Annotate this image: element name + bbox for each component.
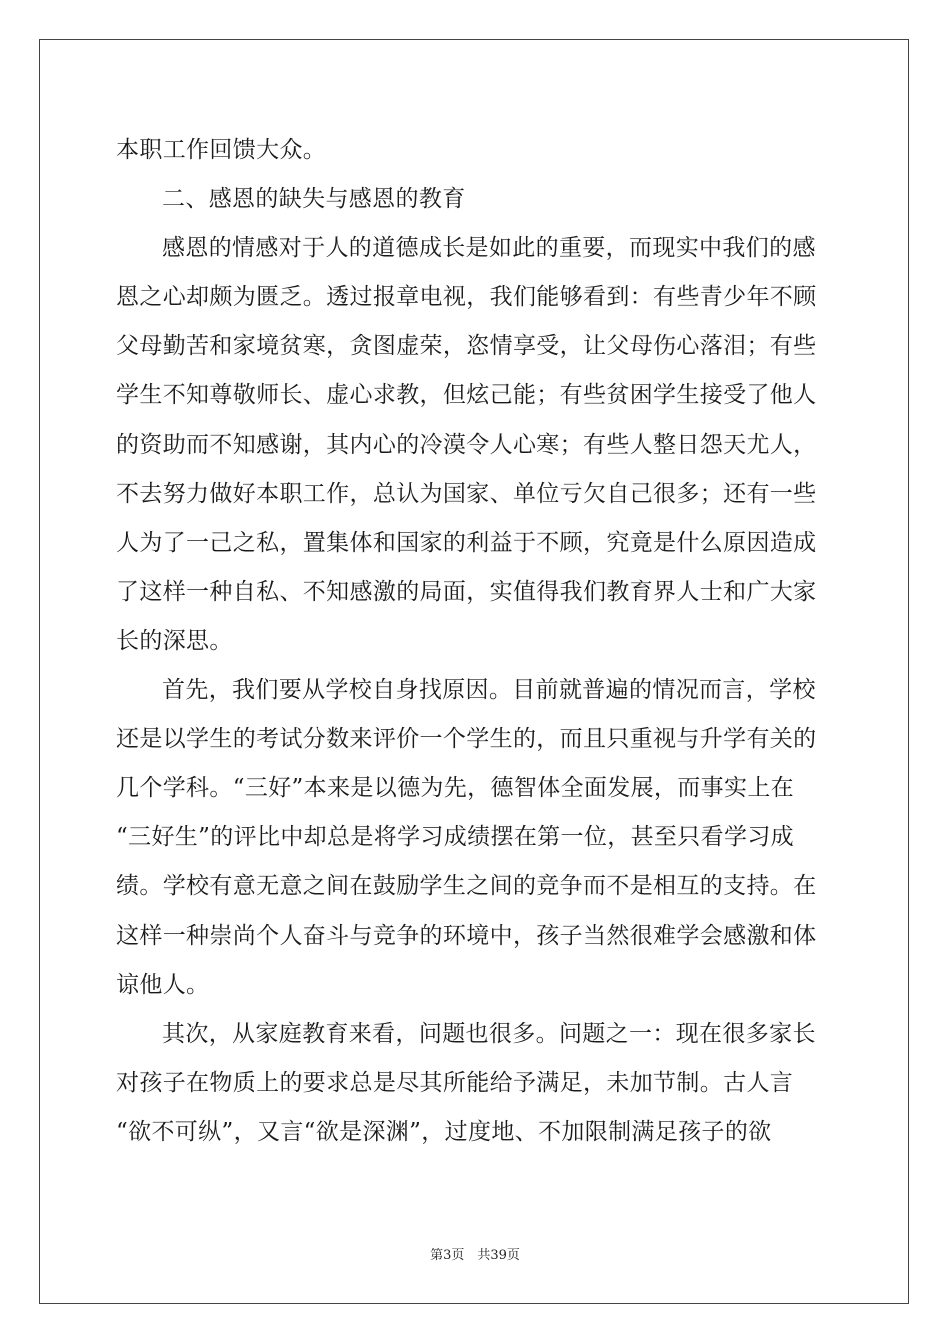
paragraph-line: 了这样一种自私、不知感激的局面，实值得我们教育界人士和广大家	[116, 578, 817, 605]
paragraph-line: 其次，从家庭教育来看，问题也很多。问题之一：现在很多家长	[162, 1020, 816, 1047]
document-body	[116, 126, 836, 1157]
paragraph-line: 还是以学生的考试分数来评价一个学生的，而且只重视与升学有关的	[116, 726, 817, 753]
paragraph-line: 首先，我们要从学校自身找原因。目前就普遍的情况而言，学校	[162, 677, 816, 704]
paragraph-line: 几个学科。“三好”本来是以德为先，德智体全面发展，而事实上在	[116, 775, 795, 802]
paragraph-line: 人为了一己之私，置集体和国家的利益于不顾，究竟是什么原因造成	[116, 529, 817, 556]
paragraph-line: 绩。学校有意无意之间在鼓励学生之间的竞争而不是相互的支持。在	[116, 873, 817, 900]
paragraph-line: 的资助而不知感谢，其内心的冷漠令人心寒；有些人整日怨天尤人，	[116, 431, 817, 458]
paragraph-line: 长的深思。	[116, 627, 233, 654]
paragraph-line: 对孩子在物质上的要求总是尽其所能给予满足，未加节制。古人言	[116, 1069, 794, 1096]
paragraph-line: “欲不可纵”，又言“欲是深渊”，过度地、不加限制满足孩子的欲	[116, 1118, 772, 1145]
paragraph-line: 不去努力做好本职工作，总认为国家、单位亏欠自己很多；还有一些	[116, 480, 817, 507]
paragraph-line: 感恩的情感对于人的道德成长是如此的重要，而现实中我们的感	[162, 235, 816, 262]
paragraph-line: 这样一种崇尚个人奋斗与竞争的环境中，孩子当然很难学会感激和体	[116, 922, 817, 949]
section-heading: 二、感恩的缺失与感恩的教育	[162, 186, 466, 213]
paragraph-line: 学生不知尊敬师长、虚心求教，但炫己能；有些贫困学生接受了他人	[116, 382, 817, 409]
paragraph-line: 父母勤苦和家境贫寒，贪图虚荣，恣情享受，让父母伤心落泪；有些	[116, 333, 817, 360]
paragraph-line: 恩之心却颇为匮乏。透过报章电视，我们能够看到：有些青少年不顾	[116, 284, 817, 311]
page-footer: 第3页 共39页	[430, 1248, 520, 1263]
paragraph-line: “三好生”的评比中却总是将学习成绩摆在第一位，甚至只看学习成	[116, 824, 795, 851]
paragraph-line: 谅他人。	[116, 971, 210, 998]
paragraph-line: 本职工作回馈大众。	[116, 137, 327, 163]
